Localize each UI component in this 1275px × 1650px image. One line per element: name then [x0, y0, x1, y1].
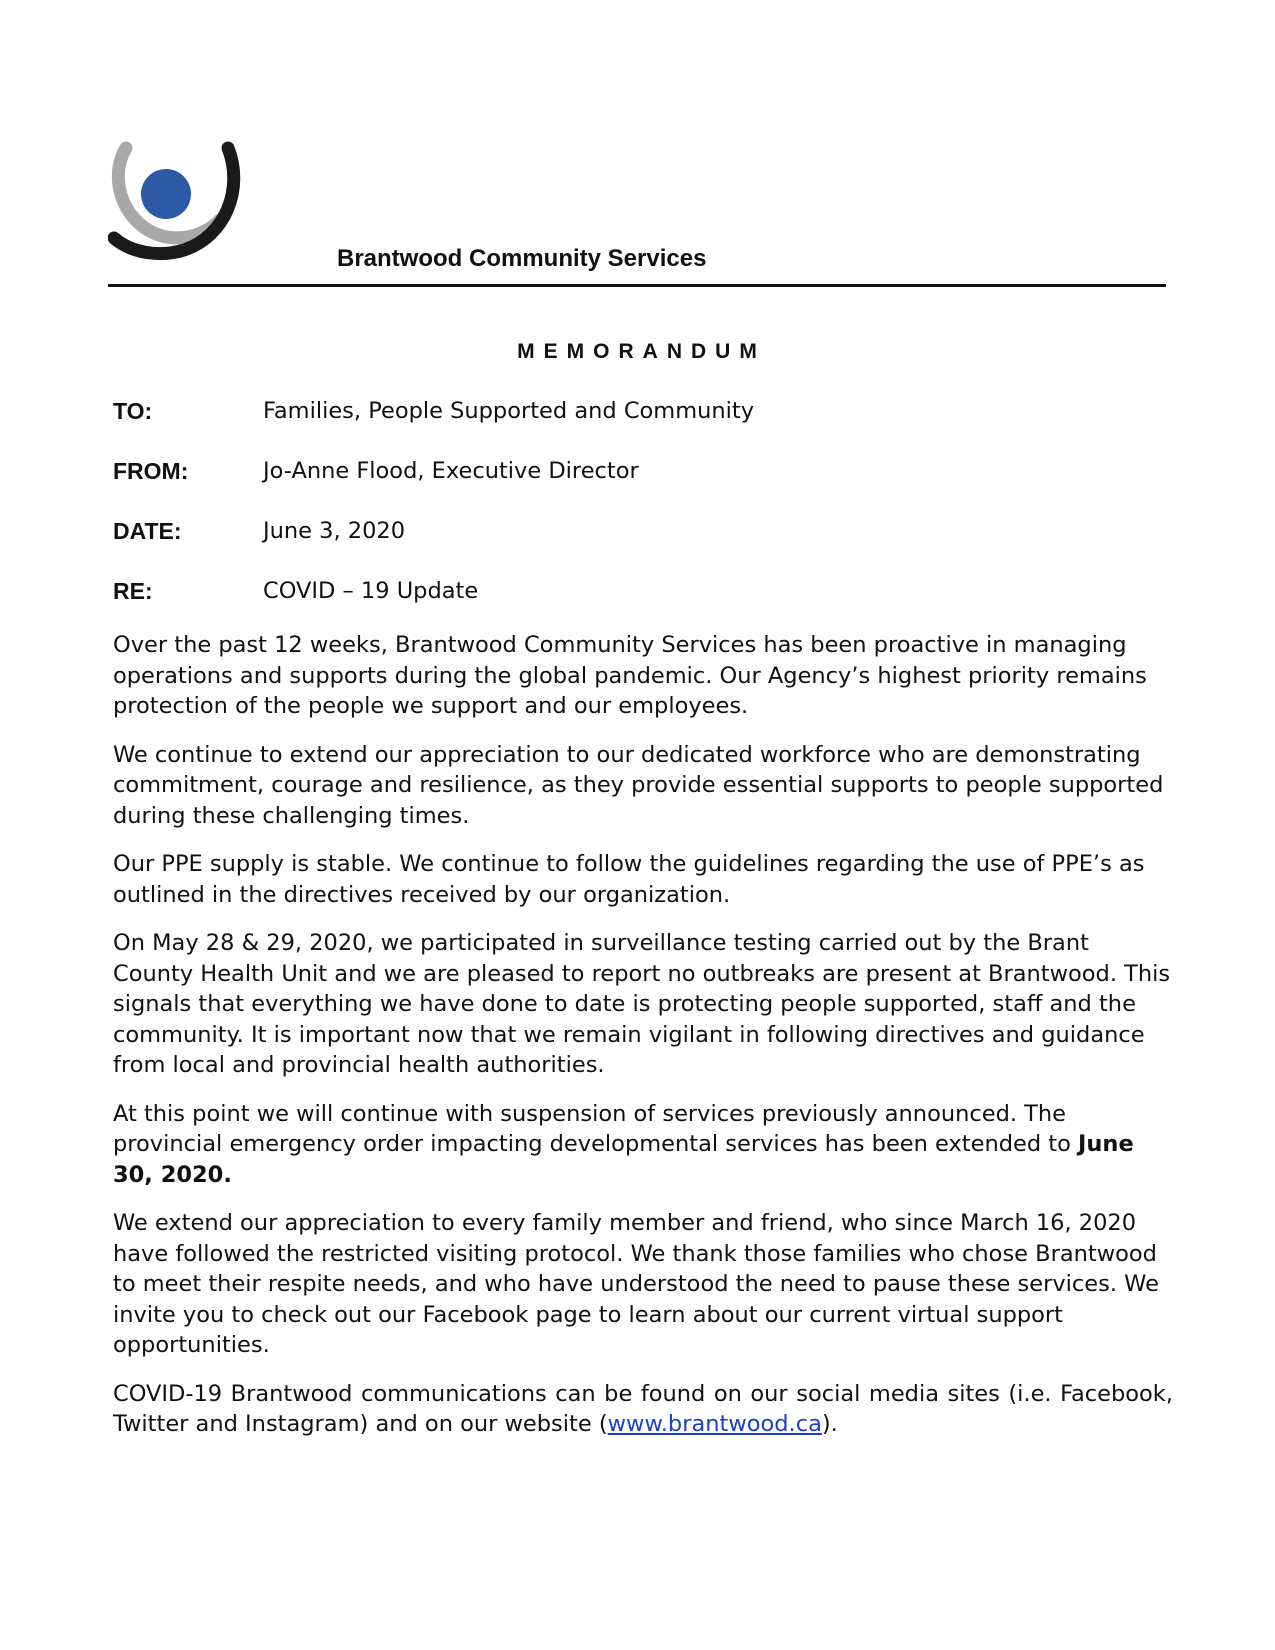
paragraph-1: Over the past 12 weeks, Brantwood Community Services has been proactive in managing operations and supports during the global pandemic. Our Agency’s highest priority remains protection of the people we support and our employees. — [113, 632, 1147, 719]
header-rule — [108, 284, 1166, 287]
date-label: DATE: — [113, 518, 182, 544]
date-row — [113, 518, 1173, 552]
paragraph-7-text: COVID-19 Brantwood communications can be found on our social media sites (i.e. Facebook, Twitter and Instagram) and on our website ( — [113, 1380, 1173, 1437]
paragraph-7-end: ). — [821, 1411, 838, 1437]
date-value: June 3, 2020 — [263, 518, 406, 544]
to-row — [113, 398, 1173, 432]
paragraph-2: We continue to extend our appreciation to our dedicated workforce who are demonstrating commitment, courage and resilience, as they provide essential supports to people supported during these challenging times. — [113, 741, 1164, 829]
memo-title: MEMORANDUM — [517, 340, 766, 363]
organization-name: Brantwood Community Services — [337, 245, 707, 272]
from-value: Jo-Anne Flood, Executive Director — [263, 458, 639, 484]
from-row — [113, 458, 1173, 492]
memo-body — [113, 630, 1173, 1458]
re-row — [113, 578, 1173, 612]
to-value: Families, People Supported and Community — [263, 398, 755, 424]
from-label: FROM: — [113, 458, 189, 484]
paragraph-3: Our PPE supply is stable. We continue to follow the guidelines regarding the use of PPE’s as outlined in the directives received by our organization. — [113, 851, 1145, 908]
paragraph-6: We extend our appreciation to every family member and friend, who since March 16, 2020 have followed the restricted visiting protocol. We thank those families who chose Brantwood to meet their respite needs, and who have understood the need to pause these services. We invite you to check out our Facebook page to learn about our current virtual support opportunities. — [113, 1210, 1159, 1358]
paragraph-5 — [113, 1099, 1173, 1191]
website-link[interactable]: www.brantwood.ca — [607, 1411, 822, 1437]
to-label: TO: — [113, 398, 153, 424]
paragraph-5-text: At this point we will continue with suspension of services previously announced. The provincial emergency order impacting developmental services has been extended to — [113, 1100, 1079, 1157]
extension-date: June 30, 2020. — [113, 1131, 1134, 1188]
re-value: COVID – 19 Update — [263, 578, 479, 604]
re-label: RE: — [113, 578, 153, 604]
paragraph-7 — [113, 1379, 1173, 1440]
brantwood-logo — [108, 140, 248, 265]
logo-blue-circle — [141, 169, 191, 219]
paragraph-4: On May 28 & 29, 2020, we participated in surveillance testing carried out by the Brant County Health Unit and we are pleased to report no outbreaks are present at Brantwood. This signals that everything we have done to date is protecting people supported, staff and the community. It is important now that we remain vigilant in following directives and guidance from local and provincial health authorities. — [113, 930, 1171, 1078]
